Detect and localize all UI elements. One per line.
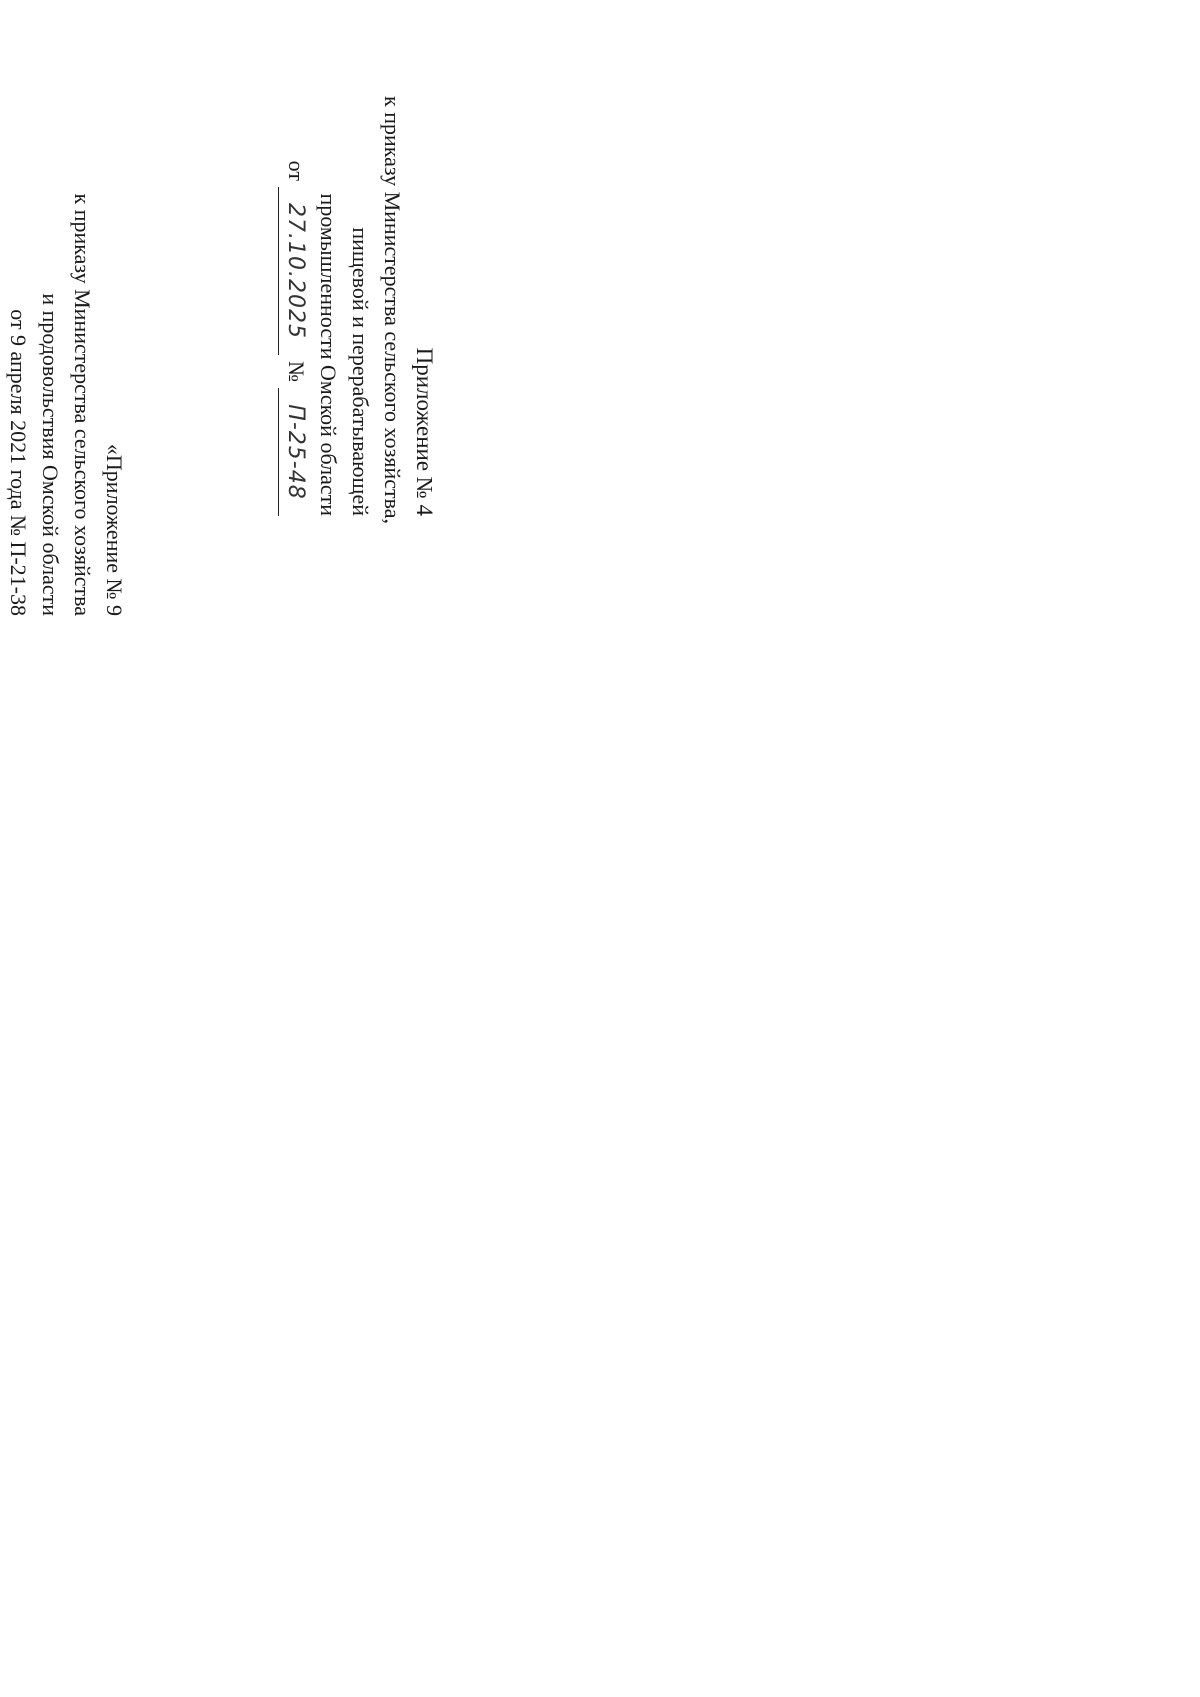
appendix-date-number-row — [278, 96, 312, 516]
handwritten-date: 27.10.2025 — [278, 187, 311, 355]
prior-appendix-header — [2, 96, 130, 616]
appendix-line-3: промышленности Омской области — [316, 193, 341, 516]
prior-appendix-line-3: от 9 апреля 2021 года № П-21-38 — [6, 309, 31, 616]
appendix-title: Приложение № 4 — [412, 347, 437, 516]
handwritten-number: П-25-48 — [278, 388, 311, 516]
prior-appendix-title: «Приложение № 9 — [102, 443, 127, 616]
appendix-header — [278, 96, 440, 524]
prior-appendix-line-1: к приказу Министерства сельского хозяйства — [70, 193, 95, 616]
appendix-line-2: пищевой и перерабатывающей — [348, 227, 373, 516]
from-label: от — [284, 160, 309, 181]
prior-appendix-line-2: и продовольствия Омской области — [38, 293, 63, 616]
number-label: № — [284, 361, 309, 382]
appendix-line-1: к приказу Министерства сельского хозяйства, — [380, 96, 405, 524]
